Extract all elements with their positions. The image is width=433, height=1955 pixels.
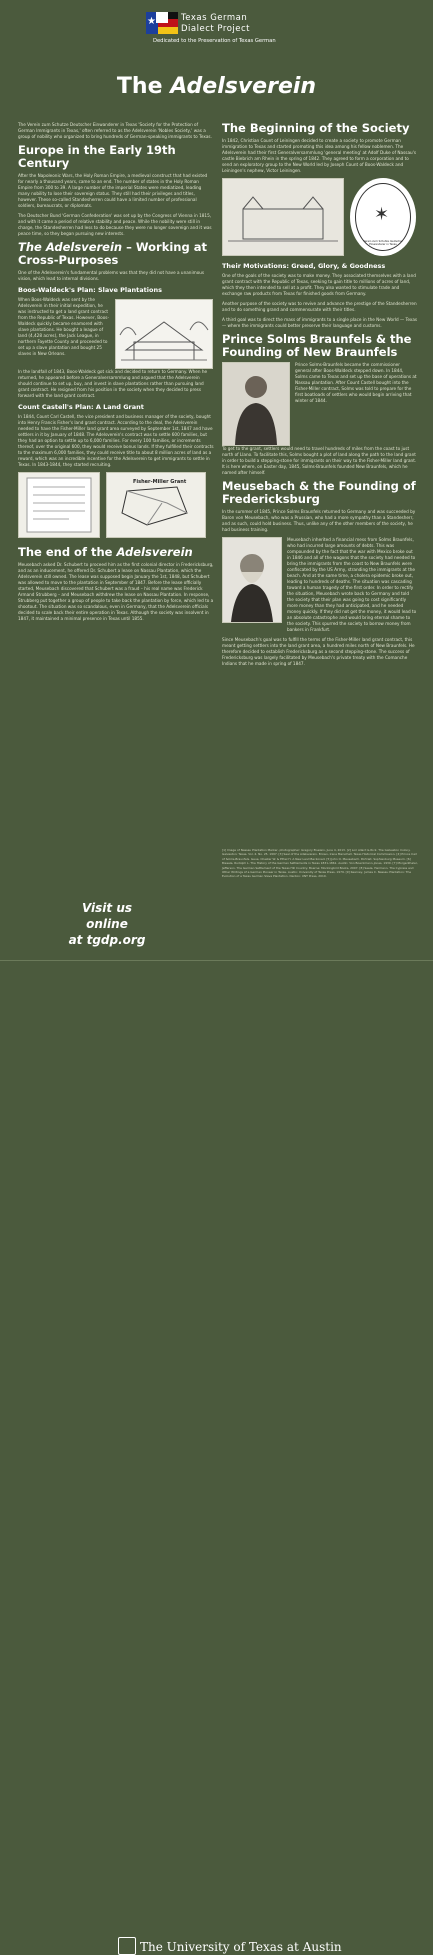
motivations-text-1: One of the goals of the society was to make money. They associated themselves with a land grant contract with the Republic of Texas, seeking to gain title to millions of acres of land, which they then intended to sell at a profit. They also wanted to stimulate trade and exchange raw products from Texas for finished goods from Germany. — [222, 273, 416, 296]
meusebach-text-1: In the summer of 1845, Prince Solms Braunfels returned to Germany and was succeeded by Baron von Meusebach, who was a Prussian, who had a more sympathy than a Standesherr, and as such, could hold business. Thus, unlike any of the other members of the society, he had business training. — [222, 509, 416, 532]
tagline: Dedicated to the Preservation of Texas German — [153, 38, 276, 44]
footer — [0, 960, 433, 1954]
references: [1] Image of Nassau Plantation Marker, photographer: Gregory Eiselein, June 4, 2013. [2] Lori Allard & Rick. The Galveston Colony. Galveston: Texas. Vol. 4. No. 25. 1997. [3] Seal of the Adelsverein. Brown, Irene Marschall. Texas Historical Commission. [4] Prince Carl of Solms-Braunfels. Geue, Chester W. & Ethel H. A New Land Beckoned. [5] John O. Meusebach. Portrait. Sophienburg Museum. [6] Biesele, Rudolph L. The History of the German Settlements in Texas 1831-1861. Austin: Von Boeckmann-Jones, 1930. [7] Morgenthaler, Jefferson. The German Settlement of the Texas Hill Country. Boerne: Mockingbird Books, 2007. [8] Seele, Hermann. The Cypress and Other Writings of a German Pioneer in Texas. Austin: University of Texas Press, 1979. [9] Kearney, James C. Nassau Plantation: The Evolution of a Texas German Slave Plantation. Denton: UNT Press, 2010. — [222, 848, 418, 879]
project-name-line1: Texas German — [181, 13, 248, 23]
end-heading-prefix: The end of the — [18, 545, 117, 559]
end-heading — [18, 546, 214, 559]
document-image — [18, 472, 100, 538]
plantation-illustration — [115, 299, 213, 369]
motivations-text-2: Another purpose of the society was to revive and advance the prestige of the Standesherren and to do something grand and commensurate with their titles. — [222, 301, 417, 312]
solms-heading: Prince Solms Braunfels & the Founding of New Braunfels — [222, 332, 412, 359]
project-name-line2: Dialect Project — [181, 24, 250, 34]
boos-text-2: In the landfall of 1843, Boos-Waldeck got sick and decided to return to Germany. When he returned, he appeared before a Generalversammlung and argued that the Adelsverein should continue to set up, buy, and invest in slave plantations rather than pursuing land grant contract. He resigned from his position in the society when they decided to press forward with the land grant contract. — [18, 369, 208, 398]
title-prefix: The — [116, 74, 163, 99]
castle-image — [222, 178, 344, 256]
left-column — [18, 122, 214, 626]
working-heading-rest: – Working at Cross-Purposes — [18, 240, 207, 267]
castell-heading: Count Castell's Plan: A Land Grant — [18, 403, 144, 411]
boos-heading: Boos-Waldeck's Plan: Slave Plantations — [18, 286, 162, 294]
meusebach-heading: Meusebach & the Founding of Fredericksburg — [222, 479, 416, 506]
boos-text-1: When Boos-Waldeck was sent by the Adelsverein in their initial expedition, he was instructed to get a land grant contract from the Republic of Texas. However, Boos-Waldeck quickly became enamored with slave plantations. He bought a league of land (4,428 acres), the Jack League, in northern Fayette County and proceeded to set up a slave plantation and bought 25 slaves in New Orleans. — [18, 297, 109, 356]
solms-text-2: To get to the grant, settlers would need to travel hundreds of miles from the coast to just north of Llano. To facilitate this, Solms bought a plot of land along the path to the land grant in order to build a stepping-stone for immigrants on their way to the Fisher-Miller land grant. It is here where, on Easter day, 1845, Solms-Braunfels founded New Braunfels, which he named after himself. — [222, 446, 417, 475]
europe-text-2: The Deutscher Bund 'German Confederation' was set up by the Congress of Vienna in 1815, and with it came a period of relative stability and peace. While the nobility were still in charge, the Standesherren had less to do because they were no longer sovereign and it was peace time, so they began pursuing new interests. — [18, 213, 212, 236]
end-text: Meusebach asked Dr. Schubert to proceed him as the first colonial director in Fredericksburg, and as an inducement, he offered Dr. Schubert a lease on Nassau Plantation, which the Adelsverein still owned. The lease was supposed begin January the 1st, 1848, but Schubert was allowed to move to the plantation in September of 1847. Before the lease officially started, Meusebach discovered that Schubert was a fraud – his real name was Frederick Armand Strubberg – and Meusebach withdrew the lease on Nassau Plantation. In response, Strubberg put together a group of people to take back the plantation by force, which led to a shootout. The situation was so scandalous, even in Germany, that the Adelsverein officials decided to scale back their entire operation in Texas. Although the society was insolvent in 1847, it maintained a minimal presence in Texas until 1855. — [18, 562, 214, 621]
working-heading-italic: The Adelsverein — [18, 240, 123, 254]
end-heading-italic: Adelsverein — [116, 545, 193, 559]
society-seal — [350, 178, 416, 256]
motivations-heading: Their Motivations: Greed, Glory, & Goodness — [222, 262, 386, 270]
intro-text: The Verein zum Schutze Deutscher Einwanderer in Texas 'Society for the Protection of German Immigrants in Texas,' often referred to as the Adelsverein 'Nobles Society,' was a group of nobility who organized to bring hundreds of German-speaking immigrants to Texas. — [18, 122, 212, 139]
map-label: Fisher-Miller Grant — [133, 479, 187, 485]
meusebach-text-3: Since Meusebach's goal was to fulfill the terms of the Fisher-Miller land grant contract, this meant getting settlers into the land grant area, a hundred miles north of New Braunfels. He therefore decided to establish Fredericksburg as a second stepping-stone. The success of Fredericksburg was largely facilitated by Meusebach's private treaty with the Comanche Indians that he made in spring of 1847. — [222, 637, 415, 666]
page-title — [0, 74, 433, 99]
beginning-text: In 1842, Christian Count of Leiningen decided to create a society to promote German immigration to Texas and started promoting this idea among his fellow noblemen. The Adelsverein had their first Generalversammlung 'general meeting' at Adolf Duke of Nassau's castle Biebrich am Rhein in the spring of 1842. They agreed to form a corporation and to send an exploratory group to the New World led by Joseph Count of Boos-Waldeck and Leiningen's nephew, Victor Leiningen. — [222, 138, 417, 173]
working-text: One of the Adelsverein's fundamental problems was that they did not have a unanimous vision, which lead to internal divisions. — [18, 270, 205, 281]
castell-text: In 1844, Count Carl Castell, the vice president and business manager of the society, bought into Henry Francis Fisher's land grant contract. According to the deal, the Adelsverein needed to have the Fisher-Miller land grant area surveyed by September 1st, 1847 and have settlers in it by January of 1848. The Adelsverein's contract was to settle 600 families, but they had an option to settle up to 6,000 families. For every 100 families, or increments thereof, over the original 600, they would receive bonus lands. If they fulfilled their contracts to the maximum 6,000 families, they could receive title to about 8 million acres of land as a reward, which was an incredible incentive for the Adelsverein to get immigrants to settle in Texas. In 1843-1844, they started recruiting. — [18, 414, 214, 467]
working-heading — [18, 241, 214, 267]
meusebach-portrait — [222, 537, 282, 623]
visit-line2[interactable]: at tgdp.org — [68, 933, 146, 947]
motivations-text-3: A third goal was to direct the mass of immigrants to a single place in the New World — Texas — where the immigrants could better preserve their language and customs. — [222, 317, 418, 328]
header — [0, 0, 433, 52]
visit-online[interactable] — [62, 900, 152, 948]
title-italic: Adelsverein — [170, 74, 317, 99]
star-icon: ✶ — [374, 204, 390, 225]
right-column — [222, 122, 418, 671]
europe-heading: Europe in the Early 19th Century — [18, 143, 176, 170]
flag-logo: ★ — [146, 12, 178, 34]
ut-seal-icon — [118, 1937, 136, 1955]
europe-text-1: After the Napoleonic Wars, the Holy Roman Empire, a medieval construct that had existed for nearly a thousand years, came to an end. The number of states in the Holy Roman Empire from 300 to 39. A large number of the imperial States were mediatized, leading many nobility to lose their sovereign status. They still had their privileges and titles, however. These so-called Standesherren could have a limited number of professional soldiers, bureaucrats, or diplomats. — [18, 173, 208, 208]
meusebach-text-2: Meusebach inherited a financial mess from Solms Braunfels, who had incurred large amounts of debts. This was compounded by the fact that the war with Mexico broke out in 1846 and all of the wagons that the society had needed to bring the immigrants from the coast to New Braunfels were confiscated by the US Army, stranding the immigrants at the beach. And at the same time, a cholera epidemic broke out, leading to hundreds of deaths. The situation was cascading toward a human tragedy of the first order. In order to rectify the situation, Meusebach wrote back to Germany and told the society that their plan was going to cost significantly more money than they had anticipated, and he needed money quickly. If they did not get the money, it would lead to an absolute catastrophe and would bring eternal shame to the society. This spurred the society to borrow money from bankers in Frankfurt. — [287, 537, 417, 632]
beginning-heading: The Beginning of the Society — [222, 121, 410, 135]
project-name — [181, 13, 250, 35]
university-name: The University of Texas at Austin — [140, 1940, 342, 1954]
solms-text-1: Prince Solms-Braunfels became the commissioner general after Boos-Waldeck stepped down. In 1844, Solms came to Texas and set up the base of operations at Nassau plantation. After Count Castell bought into the Fisher-Miller contract, Solms was told to prepare for the first boatloads of settlers who would begin arriving that winter of 1844. — [295, 362, 417, 403]
seal-text: Verein zum Schutze deutscher Einwanderer in Texas — [363, 240, 403, 246]
fisher-miller-map — [106, 472, 206, 538]
visit-line1: Visit us online — [81, 901, 133, 931]
solms-portrait — [222, 362, 290, 446]
